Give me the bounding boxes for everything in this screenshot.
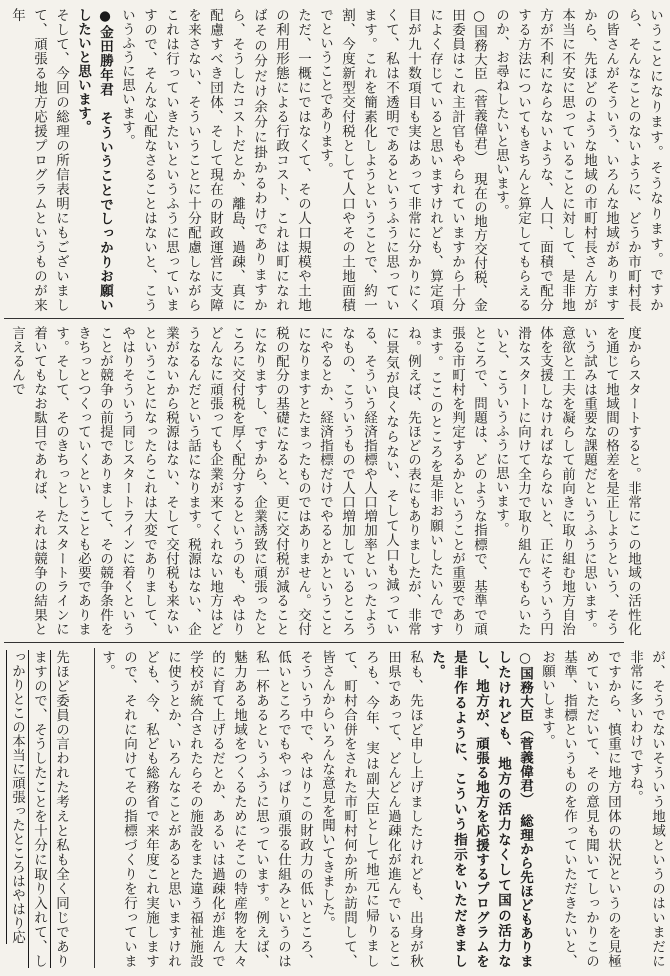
vertical-text-column xyxy=(6,324,646,636)
vertical-text-column xyxy=(96,648,670,968)
paragraph: そして、今回の総理の所信表明にもございまして、頑張る地方応援プログラムというものが来年 xyxy=(9,8,69,312)
paragraph: いうことになります。そうなります。ですから、そんなことのないように、どうか市町村長の皆さんがそういう、いろんな地域がありますから、先ほどのような地域の市町村長さん方が本当に不安に思っていることに対して、是非地方が不利にならないような、人口、面積で配分する方法についてもきちんと算定してもらえるのか、お尋ねしたいと思います。 xyxy=(493,8,663,312)
right-column-group xyxy=(96,648,665,969)
paragraph: 私も、先ほど申し上げましたけれども、出身が秋田県であって、どんどん過疎化が進んでいるところも、今年、実は副大臣として地元に帰りまして、町村合併をされた市町村何か所か訪問して、皆さんからいろんな意見を聞いてきました。 xyxy=(319,650,423,969)
text-block-1 xyxy=(6,6,663,312)
paragraph: ●金田勝年君 そういうことでしっかりお願いしたいと思います。 xyxy=(75,8,113,312)
paragraph: ○国務大臣（菅義偉君） 総理から先ほどもありましたけれども、地方の活力なくして国の活力なし、地方が、頑張る地方を応援するプログラムを是非作るように、こういう指示をいただきました。 xyxy=(429,650,533,969)
vertical-text-column xyxy=(6,6,668,312)
paragraph: 先ほど委員の言われた考えと私も全く同じでありますので、そうしたことを十分に取り入れて、しっかりとこの本当に頑張ったところはやはり応 xyxy=(9,650,69,968)
text-block-2 xyxy=(6,324,641,636)
paragraph: 度からスタートすると。非常にこの地域の活性化を通じて地域間の格差を是正しようという、そういう試みは重要な課題だというふうに思います。意欲と工夫を凝らして前向きに取り組む地方自治体を支援しなければならないと、正にそういう円滑なスタートに向けて全力で取り組んでもらいたいと、こういうふうに思います。 xyxy=(493,326,641,636)
vertical-text-column xyxy=(6,648,74,968)
paragraph: ですから、慎重に地方団体の状況というのを見極めていただいて、その意見も聞いてしっかりこの基準、指標というものを作っていただきたいと、お願いします。 xyxy=(539,650,621,968)
column-divider xyxy=(94,648,95,968)
paragraph: ただ、一概にではなくて、その人口規模や土地の利用形態による行政コスト、これは町になればその分だけ余分に掛かるわけでありますから、そうしたコストだとか、離島、過疎、真に配慮すべき団体、そして現在の財政運営に支障を来さない、そういうことに十分配慮しながらこれは行っていきたいというふうに思っていますので、そんな心配なさることはないと、こういうふうに思います。 xyxy=(119,8,311,312)
paragraph: ところで、問題は、どのような指標で、基準で頑張る市町村を判定するかということが重要であります。ここのところを是非お願いしたいんですね。例えば、先ほどの表にもありましたが、非常に景気が良くならない、そして人口も減っている、そういう経済指標や人口増加率といったようなもの、こういうもので人口増加しているところにやるとか、経済指標だけでやるとかということになりますとたまったものではありません。交付税の配分の基礎になると、更に交付税が減ることになりますし、ですから、企業誘致に頑張ったところに交付税を厚く配分するというのも、やはりどんなに頑張っても企業が来てくれない地方はどうなるんだという話になります。税源はない、企業がないから税源はない、そして交付税も来ないということになったらこれは大変でありまして、やはりそういう同じスタートラインに着くということが競争の前提でありまして、その競争条件をきちっとつくっていくということも必要であります。そして、そのきちっとしたスタートラインに着いてもなお駄目であれば、それは競争の結果と言えるんで xyxy=(9,326,487,636)
horizontal-rule xyxy=(4,642,624,643)
paragraph: が、そうでないそういう地域というのはいまだに非常に多いわけですね。 xyxy=(627,650,665,968)
paragraph: ○国務大臣（菅義偉君） 現在の地方交付税、金田委員はこれ主計官もやられていますから十分によく存じていると思いますけれども、算定項目が九十数項目も実はあって非常に分かりにくくて、私は不透明であるというふうに思っています。これを簡素化しようということで、約一割、今度新型交付税として人口やその土地面積でということであります。 xyxy=(317,8,487,312)
horizontal-rule xyxy=(4,318,624,319)
paragraph: そういう中で、やはりこの財政力の低いところ、低いところでもやっぱり頑張る仕組みというのは私一杯あるというふうに思っています。例えば、魅力ある地域をつくるためにそこの特産物を大々的に育て上げるだとか、あるいは過疎化が進んで学校が統合されたらその施設をまた違う福祉施設に使うとか、いろんなことがあると思いますけれども、今、私ども総務省で来年度これ実施しますので、それに向けてその指標づくりを行っています。 xyxy=(99,650,313,968)
left-column-group xyxy=(6,648,90,968)
text-block-3 xyxy=(6,648,665,969)
